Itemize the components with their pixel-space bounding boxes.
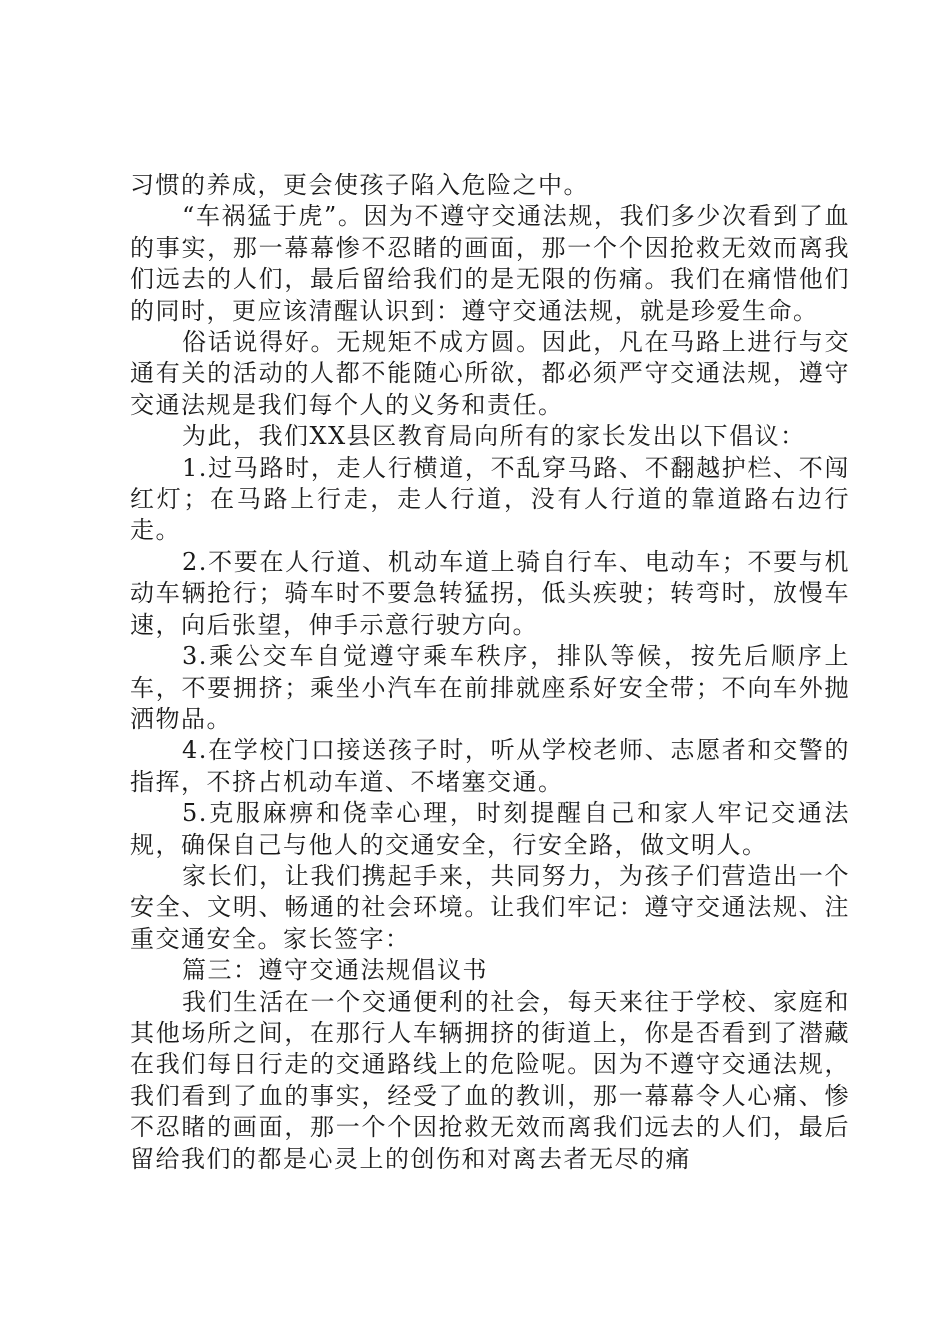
paragraph-1: 习惯的养成，更会使孩子陷入危险之中。 (130, 171, 589, 199)
paragraph-8: 4.在学校门口接送孩子时，听从学校老师、志愿者和交警的指挥，不挤占机动车道、不堵塞交通。 (130, 736, 850, 796)
document-body (130, 170, 850, 1175)
paragraph-5: 1.过马路时，走人行横道，不乱穿马路、不翻越护栏、不闯红灯；在马路上行走，走人行道，没有人行道的靠道路右边行走。 (130, 453, 850, 545)
paragraph-2: “车祸猛于虎”。因为不遵守交通法规，我们多少次看到了血的事实，那一幕幕惨不忍睹的画面，那一个个因抢救无效而离我们远去的人们，最后留给我们的是无限的伤痛。我们在痛惜他们的同时，更应该清醒认识到：遵守交通法规，就是珍爱生命。 (130, 202, 850, 325)
section-heading: 篇三：遵守交通法规倡议书 (182, 956, 488, 985)
paragraph-11: 我们生活在一个交通便利的社会，每天来往于学校、家庭和其他场所之间，在那行人车辆拥挤的街道上，你是否看到了潜藏在我们每日行走的交通路线上的危险呢。因为不遵守交通法规，我们看到了血的事实，经受了血的教训，那一幕幕令人心痛、惨不忍睹的画面，那一个个因抢救无效而离我们远去的人们，最后留给我们的都是心灵上的创伤和对离去者无尽的痛 (130, 987, 850, 1173)
paragraph-10: 家长们，让我们携起手来，共同努力，为孩子们营造出一个安全、文明、畅通的社会环境。让我们牢记：遵守交通法规、注重交通安全。家长签字： (130, 861, 850, 953)
paragraph-9: 5.克服麻痹和侥幸心理，时刻提醒自己和家人牢记交通法规，确保自己与他人的交通安全，行安全路，做文明人。 (130, 799, 850, 859)
paragraph-6: 2.不要在人行道、机动车道上骑自行车、电动车；不要与机动车辆抢行；骑车时不要急转猛拐，低头疾驶；转弯时，放慢车速，向后张望，伸手示意行驶方向。 (130, 547, 850, 639)
paragraph-7: 3.乘公交车自觉遵守乘车秩序，排队等候，按先后顺序上车，不要拥挤；乘坐小汽车在前排就座系好安全带；不向车外抛洒物品。 (130, 642, 850, 733)
paragraph-3: 俗话说得好。无规矩不成方圆。因此，凡在马路上进行与交通有关的活动的人都不能随心所欲，都必须严守交通法规，遵守交通法规是我们每个人的义务和责任。 (130, 328, 850, 419)
paragraph-4: 为此，我们XX县区教育局向所有的家长发出以下倡议： (182, 422, 806, 451)
